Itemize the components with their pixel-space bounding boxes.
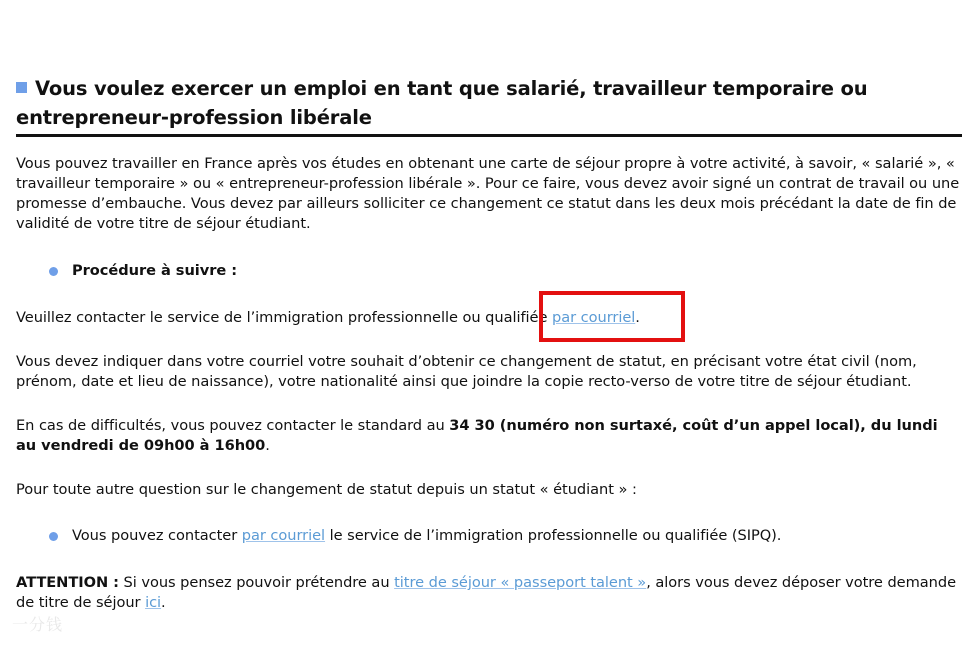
email-info-paragraph: Vous devez indiquer dans votre courriel votre souhait d’obtenir ce changement de statut, en précisant votre état civil (nom, prénom, date et lieu de naissance), votre nationalité ainsi que joindre la copie recto-verso de votre titre de séjour étudiant. [16,353,917,390]
watermark-text: 一分钱 [12,615,64,634]
attention-label: ATTENTION : [16,574,119,591]
section-title-text: Vous voulez exercer un emploi en tant que salarié, travailleur temporaire ou entrepreneur-profession libérale [16,77,868,129]
sipq-email-link[interactable]: par courriel [241,527,326,544]
title-square-icon [16,82,27,93]
attention-text: Si vous pensez pouvoir prétendre au [118,574,395,591]
contact-paragraph [16,308,962,328]
procedure-label: Procédure à suivre : [72,262,238,279]
standard-phone-hours: 34 30 (numéro non surtaxé, coût d’un appel local), du lundi au vendredi de 09h00 à 16h00 [16,417,938,454]
difficulties-text: En cas de difficultés, vous pouvez contacter le standard au [16,417,450,434]
attention-text-middle: , alors vous devez déposer votre demande de titre de séjour [16,574,956,611]
contact-email-link[interactable]: par courriel [552,309,636,326]
procedure-label-wrap [72,261,237,281]
other-question-paragraph: Pour toute autre question sur le changement de statut depuis un statut « étudiant » : [16,481,637,498]
intro-paragraph: Vous pouvez travailler en France après vos études en obtenant une carte de séjour propre à votre activité, à savoir, « salarié », « travailleur temporaire » ou « entrepreneur-profession libérale ». Pour ce faire, vous devez avoir signé un contrat de travail ou une promesse d’embauche. Vous devez par ailleurs solliciter ce changement ce statut dans les deux mois précédant la date de fin de validité de votre titre de séjour étudiant. [16,155,960,232]
ici-link[interactable]: ici [145,594,162,611]
bullet-dot-icon [49,267,58,276]
sipq-bullet-text [72,526,781,546]
contact-text: Veuillez contacter le service de l’immigration professionnelle ou qualifiée [16,309,553,326]
difficulties-paragraph [16,416,962,456]
watermark [12,612,63,635]
difficulties-text-end: . [265,437,270,454]
passeport-talent-link[interactable]: titre de séjour « passeport talent » [394,574,647,591]
contact-text-end: . [635,309,640,326]
attention-text-end: . [161,594,166,611]
sipq-text: Vous pouvez contacter [72,527,242,544]
sipq-text-end: le service de l’immigration professionnelle ou qualifiée (SIPQ). [325,527,782,544]
section-title [16,74,962,137]
bullet-dot-icon [49,532,58,541]
attention-paragraph [16,573,962,613]
